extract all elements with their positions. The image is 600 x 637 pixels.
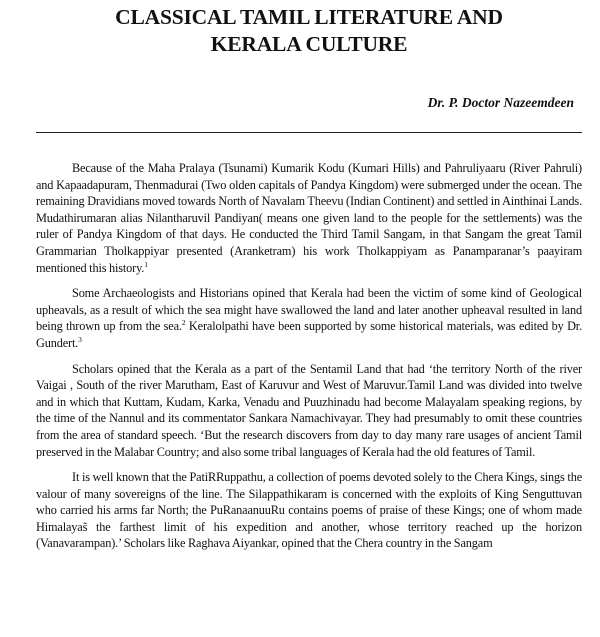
paragraph-3-text: Scholars opined that the Kerala as a part of the Sentamil Land that had ‘the territory North of the river Vaigai , South of the river Marutham, East of Karuvur and West of Maruvur.Tamil Land was divided into twelve and in which that Kuttam, Kudam, Karka, Venadu and Puuzhinadu had become Malayalam speaking regions, by the time of the Nannul and its commentator Sankara Namachivayar. They had presumably to omit these countries from the area of standard speech. ‘But the research discovers from day to day many rare usages of ancient Tamil preserved in the Malabar Country; and also some tribal languages of Kerala had the old features of Tamil. <box>36 361 582 459</box>
footnote-ref-2: 2 <box>181 318 186 328</box>
paragraph-3 <box>36 361 582 461</box>
document-title <box>36 0 582 58</box>
paragraph-1 <box>36 160 582 276</box>
author-byline: Dr. P. Doctor Nazeemdeen <box>427 95 574 110</box>
divider-rule <box>36 132 582 133</box>
article-body <box>36 160 582 552</box>
paragraph-4-text: It is well known that the PatiRRuppathu, a collection of poems devoted solely to the Chera Kings, sings the valour of many sovereigns of the line. The Silappathikaram is concerned with the exploits of King Senguttuvan who carried his arms far North; the PuRanaanuuRu contains poems of praise of these Kings; one of whom made Himalayas̃ the farthest limit of his expedition and another, whose territory reached up the horizon (Vanavarampan).’ Scholars like Raghava Aiyankar, opined that the Chera country in the Sangam <box>36 470 582 551</box>
paragraph-2-text-continued: Keralolpathi have been supported by some historical materials, was edited by Dr. Gundert. <box>36 319 582 350</box>
title-line-2: KERALA CULTURE <box>210 32 408 56</box>
paragraph-2 <box>36 285 582 351</box>
paragraph-2-text: Some Archaeologists and Historians opined that Kerala had been the victim of some kind of Geological upheavals, as a result of which the sea might have swallowed the land and later another upheaval resulted in land being thrown up from the sea. <box>36 286 582 334</box>
footnote-ref-3: 3 <box>78 334 82 344</box>
paragraph-4 <box>36 469 582 552</box>
title-line-1: CLASSICAL TAMIL LITERATURE AND <box>115 5 503 29</box>
paragraph-1-text: Because of the Maha Pralaya (Tsunami) Kumarik Kodu (Kumari Hills) and Pahruliyaaru (River Pahruli) and Kapaadapuram, Thenmadurai (Two olden capitals of Pandya Kingdom) were submerged under the ocean. The remaining Dravidians moved towards North of Navalam Theevu (Indian Continent) and settled in Ainthinai Lands. Mudathirumaran alias Nilantharuvil Pandiyan( means one given land to the people for the settlements) was the ruler of Pandya Kingdom of that days. He conducted the Third Tamil Sangam, in that Sangam the great Tamil Grammarian Tholkappiyar presented (Aranketram) his work Tholkappiyam as Panamparanar’s paayiram mentioned this history. <box>36 161 582 275</box>
footnote-ref-1: 1 <box>144 259 148 269</box>
